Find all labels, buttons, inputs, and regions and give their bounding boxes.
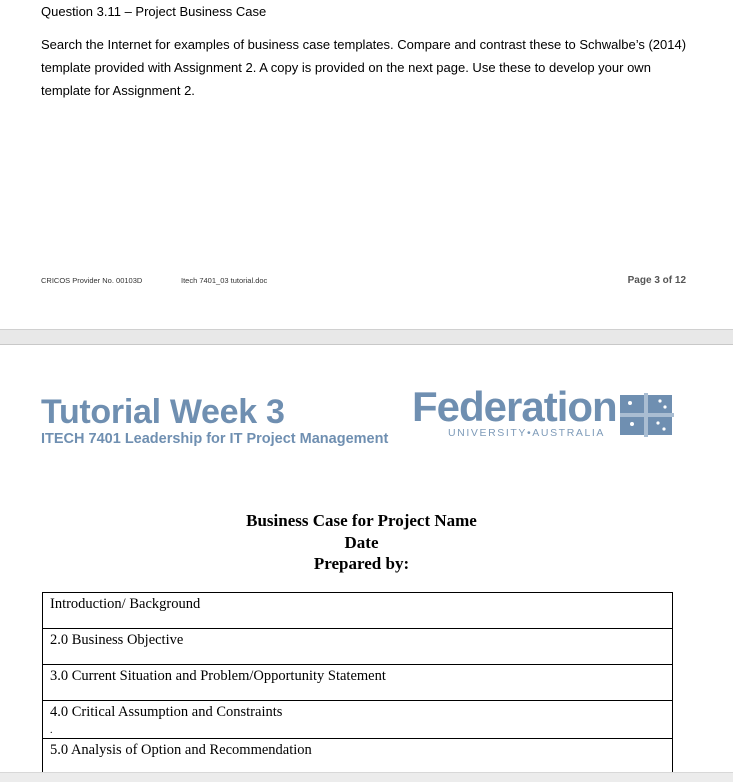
question-paragraph: Search the Internet for examples of business case templates. Compare and contrast these to Schwalbe’s (2014) template provided with Assignment 2. A copy is provided on the next page. Use these to develop your own template for Assignment 2. [41,37,687,98]
flag-emblem-icon [620,393,674,437]
stray-mark: . [50,725,53,736]
course-subtitle: ITECH 7401 Leadership for IT Project Management [41,431,389,447]
business-case-prepared-by: Prepared by: [313,554,410,573]
business-case-date: Date [344,533,379,552]
business-case-sections-table [42,592,673,775]
footer-cricos: CRICOS Provider No. 00103D [41,276,143,285]
page-separator [0,329,733,345]
business-case-title: Business Case for Project Name [246,511,477,530]
federation-university-logo [412,383,682,449]
section-cell: Introduction/ Background [43,593,673,629]
question-body [41,33,701,102]
section-cell: 5.0 Analysis of Option and Recommendation [43,739,673,775]
table-row [43,593,673,629]
section-label: 4.0 Critical Assumption and Constraints [50,704,283,720]
logo-tagline: UNIVERSITY•AUSTRALIA [448,427,606,439]
table-row [43,665,673,701]
question-title: Question 3.11 – Project Business Case [41,4,267,19]
table-row [43,701,673,739]
section-cell [43,701,673,739]
document-page-4 [0,345,733,782]
document-page-3 [0,0,733,329]
section-cell: 2.0 Business Objective [43,629,673,665]
table-row [43,629,673,665]
section-cell: 3.0 Current Situation and Problem/Opportunity Statement [43,665,673,701]
tutorial-title: Tutorial Week 3 [41,393,285,431]
logo-wordmark: Federation [412,383,617,430]
viewer-bottom-edge [0,772,733,782]
table-row [43,739,673,775]
footer-filename: Itech 7401_03 tutorial.doc [181,276,268,285]
footer-page-number: Page 3 of 12 [627,275,686,286]
